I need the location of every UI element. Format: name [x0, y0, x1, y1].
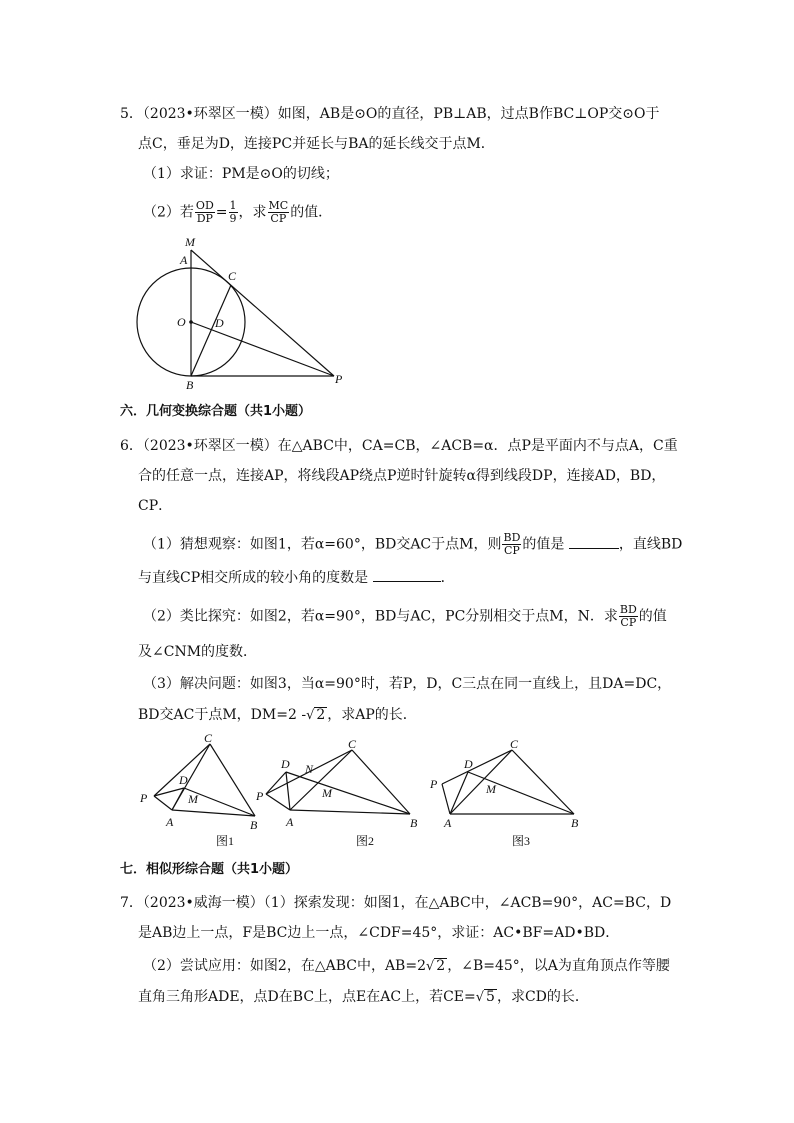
fig3-label-m: M [486, 782, 496, 796]
label-a: A [180, 253, 188, 267]
p5-question2: （2）若 $\frac{OD}{DP}$ = $\frac{1}{9}$ ，求 $\frac{MC}{CP}$ 的值． [143, 199, 333, 225]
fig2-label-d: D [281, 757, 290, 771]
fig2-label-p: P [256, 789, 264, 803]
p7-line1: 7．（2023•威海一模）（1）探索发现：如图1，在△ABC中，∠ACB=90°，AC=BC，D [120, 895, 672, 911]
fig2-label-b: B [410, 816, 418, 830]
line-bc [191, 285, 231, 376]
p6-line3: CP． [138, 498, 173, 514]
fig3-label-c: C [510, 737, 519, 751]
label-p: P [335, 372, 343, 386]
fraction-1-9: $\frac{1}{9}$ [229, 199, 237, 225]
fig3-label-d: D [464, 757, 473, 771]
section-7-heading: 七．相似形综合题（共1小题） [120, 862, 299, 877]
p6-line2: 合的任意一点，连接AP，将线段AP绕点P逆时针旋转α得到线段DP，连接AD，BD， [138, 468, 666, 484]
p5-q2-prefix: （2）若 [143, 204, 194, 221]
fraction-od-dp: $\frac{OD}{DP}$ [195, 199, 214, 225]
fig2-caption: 图2 [356, 834, 375, 848]
p6-question1: （1）猜想观察：如图1，若α=60°，BD交AC于点M，则 $\frac{BD}{CP}$ 的值是 ，直线BD [143, 531, 683, 557]
line-op [191, 322, 334, 376]
fig3-label-a: A [444, 816, 452, 830]
p6-question2-line2: 及∠CNM的度数． [138, 644, 258, 660]
fig2-label-m: M [322, 786, 332, 800]
label-o: O [177, 315, 186, 329]
fraction-mc-cp: $\frac{MC}{CP}$ [268, 199, 289, 225]
p6-figure-2 [252, 736, 432, 854]
fig3-caption: 图3 [512, 834, 531, 848]
fig1-label-c: C [204, 732, 213, 745]
p6-question3-line1: （3）解决问题：如图3，当α=90°时，若P，D，C三点在同一直线上，且DA=DC， [143, 676, 672, 692]
p5-line2: 点C，垂足为D，连接PC并延长与BA的延长线交于点M． [138, 136, 495, 152]
answer-blank-2 [373, 569, 441, 582]
fig1-label-m: M [188, 792, 198, 806]
line-mp [191, 250, 334, 376]
p5-line1: 5．（2023•环翠区一模）如图，AB是⊙O的直径，PB⊥AB，过点B作BC⊥OP交⊙O于 [120, 106, 660, 122]
p6-question3-line2: BD交AC于点M，DM=2 -√ 2 ，求AP的长． [138, 707, 417, 723]
fig2-label-c: C [348, 737, 357, 751]
fig1-label-a: A [166, 815, 174, 829]
p6-question2: （2）类比探究：如图2，若α=90°，BD与AC，PC分别相交于点M，N．求 $\frac{BD}{CP}$ 的值 [143, 603, 667, 629]
fig1-caption: 图1 [216, 834, 235, 848]
p6-question1-line2: 与直线CP相交所成的较小角的度数是 ． [138, 570, 455, 586]
p6-figure-1 [132, 732, 272, 854]
fraction-bd-cp-1: $\frac{BD}{CP}$ [503, 531, 521, 557]
fraction-bd-cp-2: $\frac{BD}{CP}$ [619, 603, 637, 629]
label-m: M [185, 235, 195, 249]
p6-figure-3 [424, 736, 594, 854]
fig2-label-a: A [286, 815, 294, 829]
label-c: C [228, 269, 237, 283]
fig3-label-p: P [430, 777, 438, 791]
label-b: B [186, 378, 194, 392]
p5-circle-figure [130, 230, 350, 395]
section-6-heading: 六．几何变换综合题（共1小题） [120, 404, 312, 419]
p7-line4: 直角三角形ADE，点D在BC上，点E在AC上，若CE=√ 5 ，求CD的长． [138, 989, 589, 1005]
label-d: D [215, 316, 224, 330]
fig1-label-d: D [179, 773, 188, 787]
answer-blank-1 [569, 536, 619, 549]
p7-line3: （2）尝试应用：如图2，在△ABC中，AB=2√ 2 ，∠B=45°，以A为直角顶点作等腰 [143, 958, 670, 974]
point-o [189, 320, 193, 324]
fig1-label-p: P [140, 791, 148, 805]
fig3-label-b: B [571, 816, 579, 830]
p5-question1: （1）求证：PM是⊙O的切线； [143, 166, 339, 182]
p6-line1: 6．（2023•环翠区一模）在△ABC中，CA=CB，∠ACB=α．点P是平面内不与点A，C重 [120, 438, 678, 454]
fig1-label-b: B [250, 818, 258, 832]
p7-line2: 是AB边上一点，F是BC边上一点，∠CDF=45°，求证：AC•BF=AD•BD． [138, 925, 620, 941]
fig2-label-n: N [305, 762, 314, 776]
